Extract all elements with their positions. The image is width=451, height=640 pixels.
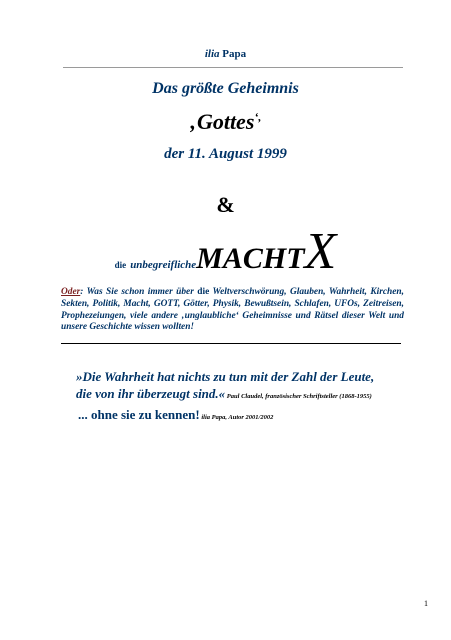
ohne-source: ilia Papa, Autor 2001/2002 — [199, 414, 274, 421]
quote-source: Paul Claudel, französischer Schriftsteller (1868-1955) — [225, 393, 372, 400]
oder-label: Oder — [61, 287, 81, 297]
ampersand: & — [216, 192, 235, 217]
macht-prefix-unbegreifliche: unbegreifliche — [130, 259, 197, 271]
page-number: 1 — [424, 599, 428, 608]
claudel-quote — [76, 368, 416, 405]
oder-part-2: Weltverschwörung, Glauben, Wahrheit, Kirchen, Sekten, Politik, Macht, GOTT, Götter, Physik, Bewußtsein, Schlafen, UFOs, Zeitreisen, Prophezeiungen, viele andere ‚unglaubliche‘ Geheimnisse und Rätsel dieser Welt und unsere Geschichte wissen wollten! — [61, 287, 404, 333]
title-comma: , — [258, 109, 262, 124]
title-close-quote: ‘ — [254, 109, 259, 124]
oder-paragraph — [61, 287, 404, 334]
ohne-text: ... ohne sie zu kennen! — [78, 407, 200, 422]
top-divider — [63, 67, 403, 68]
oder-part-1: : Was Sie schon immer über — [80, 287, 198, 297]
oder-die: die — [197, 287, 210, 297]
quote-line-2: die von ihr überzeugt sind.« — [76, 386, 226, 401]
quote-line-1: »Die Wahrheit hat nichts zu tun mit der Zahl der Leute, — [76, 369, 375, 384]
macht-x: X — [304, 223, 337, 280]
macht-prefix-die: die — [114, 260, 127, 270]
middle-divider — [61, 343, 401, 344]
ohne-line — [78, 407, 418, 423]
macht-heading — [0, 223, 451, 280]
author-last: Papa — [222, 48, 247, 60]
quote-line-2-wrap — [76, 385, 416, 405]
date-line: der 11. August 1999 — [164, 146, 287, 162]
macht-word: MACHT — [196, 242, 305, 275]
title-word-gottes: Gottes — [196, 109, 255, 134]
title-line-2 — [0, 109, 451, 135]
title-open-quote: ‚ — [189, 109, 197, 134]
author-name — [0, 48, 451, 60]
title-line-1: Das größte Geheimnis — [152, 80, 299, 97]
author-first: ilia — [204, 48, 220, 60]
